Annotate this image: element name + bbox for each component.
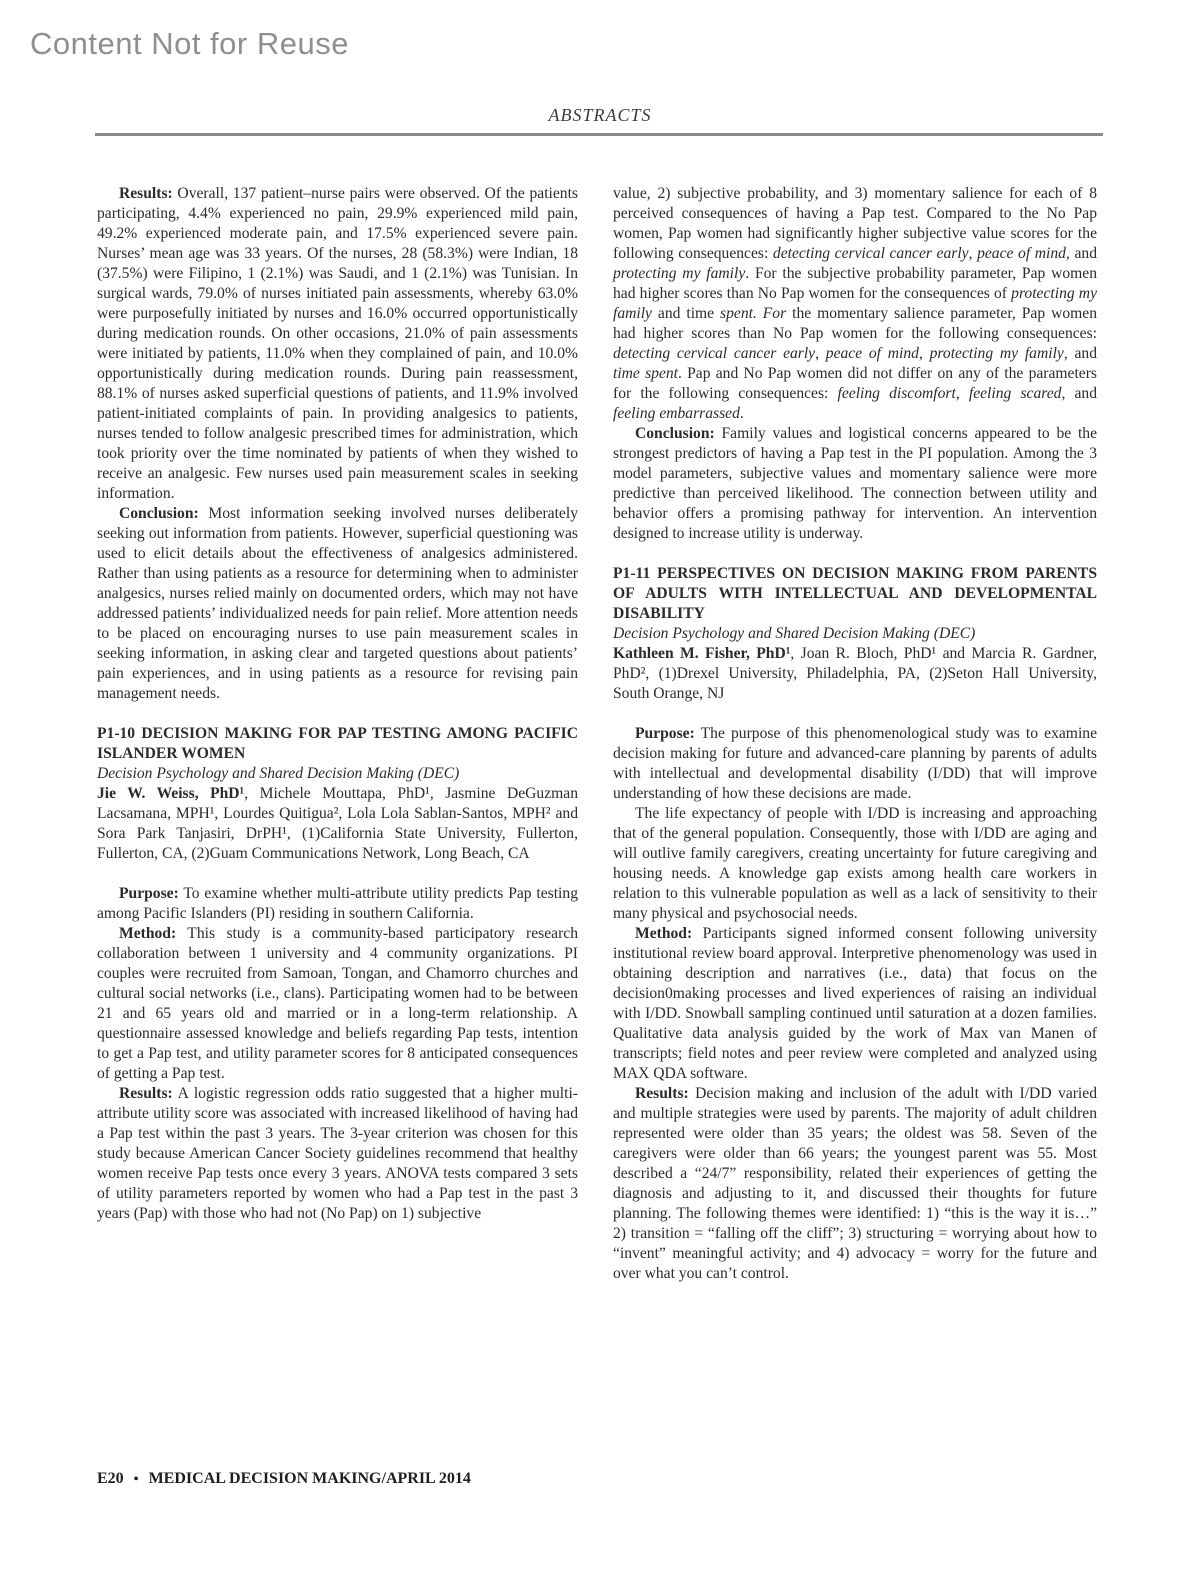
text-run: Participants signed informed consent following university institutional review board approval. Interpretive phenomenology was used in obtaining description and narratives (i.e., data) that focus on the decision0making processes and lived experiences of raising an individual with I/DD. Snowball sampling continued until saturation at a dozen families. Qualitative data analysis guided by the work of Max van Manen of transcripts; field notes and peer review were completed and analyzed using MAX QDA software. (613, 925, 1097, 1082)
text-run: feeling embarrassed (613, 405, 740, 422)
text-run: P1-10 DECISION MAKING FOR PAP TESTING AMONG PACIFIC ISLANDER WOMEN (97, 725, 578, 762)
page-header-title: ABSTRACTS (548, 105, 652, 125)
abstract-purpose-paragraph (97, 884, 578, 924)
text-run: . For the subjective probability parameter, Pap women had higher scores than No Pap women for the consequences of (613, 265, 1097, 302)
footer-bullet: • (133, 1472, 139, 1487)
text-run: feeling discomfort (837, 385, 956, 402)
text-run: Decision Psychology and Shared Decision Making (DEC) (97, 765, 460, 782)
text-run: To examine whether multi-attribute utility predicts Pap testing among Pacific Islanders (PI) residing in southern California. (97, 885, 578, 922)
text-run: protecting my family (613, 285, 1097, 322)
text-run: , (968, 245, 978, 262)
text-run: feeling scared (968, 385, 1062, 402)
text-run: . Pap and No Pap women did not differ on any of the parameters for the following consequences: (613, 365, 1097, 402)
track-category-line (613, 624, 1097, 644)
text-run: and time (651, 305, 721, 322)
text-run: Results: (635, 1085, 689, 1102)
text-run: Jie W. Weiss, PhD¹ (97, 785, 245, 802)
text-run: Kathleen M. Fisher, PhD¹ (613, 645, 791, 662)
author-line (97, 784, 578, 864)
text-run: , and (1065, 245, 1098, 262)
left-column (97, 184, 578, 1224)
text-run: , (918, 345, 930, 362)
right-column (613, 184, 1097, 1284)
abstract-heading-p1-10 (97, 724, 578, 764)
abstract-background-paragraph (613, 804, 1097, 924)
abstract-heading-p1-11 (613, 564, 1097, 624)
abstract-results-paragraph (97, 184, 578, 504)
abstract-method-paragraph (613, 924, 1097, 1084)
text-run: , and (1063, 345, 1097, 362)
text-run: protecting my family (613, 265, 746, 282)
text-run: Most information seeking involved nurses deliberately seeking out information from patients. However, superficial questioning was used to elicit details about the effectiveness of analgesics administered. Rather than using patients as a resource for determining when to administer analgesics, nurses relied mainly on documented orders, which may not have addressed patients’ individualized needs for pain relief. More attention needs to be placed on encouraging nurses to use pain measurement scales in seeking information, in asking clear and targeted questions about patients’ pain experiences, and in using patients as a resource for revising pain management needs. (97, 505, 578, 702)
text-run: Method: (635, 925, 693, 942)
abstract-conclusion-paragraph (97, 504, 578, 704)
text-run: the momentary salience parameter, Pap women had higher scores than No Pap women for the following consequences: (613, 305, 1097, 342)
text-run: Family values and logistical concerns appeared to be the strongest predictors of having a Pap test in the PI population. Among the 3 model parameters, subjective values and momentary salience were more predictive than perceived likelihood. The connection between utility and behavior offers a promising pathway for intervention. An intervention designed to increase utility is underway. (613, 425, 1097, 542)
track-category-line (97, 764, 578, 784)
abstract-results-continuation (613, 184, 1097, 424)
text-run: , (815, 345, 826, 362)
text-run: protecting my family (929, 345, 1064, 362)
abstract-results-paragraph (97, 1084, 578, 1224)
text-run: Decision making and inclusion of the adult with I/DD varied and multiple strategies were used by parents. The majority of adult children represented were older than 35 years; the oldest was 58. Seven of the caregivers were older than 66 years; the youngest parent was 55. Most described a “24/7” responsibility, related their experiences of getting the diagnosis and adjusting to it, and discussed their thoughts for future planning. The following themes were identified: 1) “this is the way it is…” 2) transition = “falling off the cliff”; 3) structuring = worrying about how to “invent” meaningful activity; and 4) advocacy = worry for the future and over what you can’t control. (613, 1085, 1097, 1282)
text-run: P1-11 PERSPECTIVES ON DECISION MAKING FROM PARENTS OF ADULTS WITH INTELLECTUAL AND DEVELOPMENTAL DISABILITY (613, 565, 1097, 622)
author-line (613, 644, 1097, 704)
text-run: Purpose: (119, 885, 179, 902)
text-run: detecting cervical cancer early (772, 245, 969, 262)
text-run: value, 2) subjective probability, and 3) momentary salience for each of 8 perceived consequences of having a Pap test. Compared to the No Pap women, Pap women had significantly higher subjective value scores for the following consequences: (613, 185, 1097, 262)
text-run: Decision Psychology and Shared Decision Making (DEC) (613, 625, 976, 642)
text-run: Method: (119, 925, 177, 942)
text-run: , and (1061, 385, 1098, 402)
text-run: Overall, 137 patient–nurse pairs were observed. Of the patients participating, 4.4% experienced no pain, 29.9% experienced mild pain, 49.2% experienced moderate pain, and 17.5% experienced severe pain. Nurses’ mean age was 33 years. Of the nurses, 28 (58.3%) were Indian, 18 (37.5%) were Filipino, 1 (2.1%) was Saudi, and 1 (2.1%) was Tunisian. In surgical wards, 79.0% of nurses initiated pain assessments, whereby 63.0% were purposefully initiated by nurses and 16.0% occurred opportunistically during medication rounds. On other occasions, 21.0% of pain assessments were initiated by patients, 11.0% when they complained of pain, and 10.0% opportunistically during medication rounds. During pain reassessment, 88.1% of nurses asked superficial questions of patients, and 11.9% involved patient-initiated complaints of pain. In providing analgesics to patients, nurses tended to follow analgesic prescribed times for administration, which took priority over the time nominated by patients of when they wished to receive an analgesic. Few nurses used pain measurement scales in seeking information. (97, 185, 578, 502)
text-run: This study is a community-based participatory research collaboration between 1 university and 4 community organizations. PI couples were recruited from Samoan, Tongan, and Chamorro churches and cultural social networks (i.e., clans). Participating women had to be between 21 and 65 years old and married or in a long-term relationship. A questionnaire assessed knowledge and beliefs regarding Pap tests, intention to get a Pap test, and utility parameter scores for 8 anticipated consequences of getting a Pap test. (97, 925, 578, 1082)
text-run: , Michele Mouttapa, PhD¹, Jasmine DeGuzman Lacsamana, MPH¹, Lourdes Quitigua², Lola Lola Sablan-Santos, MPH² and Sora Park Tanjasiri, DrPH¹, (1)California State University, Fullerton, Fullerton, CA, (2)Guam Communications Network, Long Beach, CA (97, 785, 578, 862)
text-run: , Joan R. Bloch, PhD¹ and Marcia R. Gardner, PhD², (1)Drexel University, Philadelphia, PA, (2)Seton Hall University, South Orange, NJ (613, 645, 1097, 702)
text-run: spent. For (720, 305, 787, 322)
watermark-text: Content Not for Reuse (30, 26, 349, 61)
footer-page-number: E20 (97, 1470, 124, 1487)
footer-journal: MEDICAL DECISION MAKING/APRIL 2014 (148, 1470, 471, 1487)
text-run: The purpose of this phenomenological study was to examine decision making for future and advanced-care planning by parents of adults with intellectual and developmental disability (I/DD) that will improve understanding of how these decisions are made. (613, 725, 1097, 802)
abstract-purpose-paragraph (613, 724, 1097, 804)
text-run: Purpose: (635, 725, 695, 742)
text-run: Conclusion: (119, 505, 199, 522)
text-run: peace of mind (825, 345, 919, 362)
text-run: time spent (613, 365, 678, 382)
abstract-method-paragraph (97, 924, 578, 1084)
text-run: Conclusion: (635, 425, 715, 442)
page-footer (97, 1470, 471, 1488)
text-run: The life expectancy of people with I/DD is increasing and approaching that of the general population. Consequently, those with I/DD are aging and will outlive family caregivers, creating uncertainty for future caregiving and housing needs. A knowledge gap exists among health care workers in relation to this vulnerable population as well as a lack of sensitivity to their many physical and psychosocial needs. (613, 805, 1097, 922)
header-rule (95, 133, 1103, 136)
text-run: Results: (119, 185, 173, 202)
abstract-results-paragraph (613, 1084, 1097, 1284)
text-run: peace of mind (977, 245, 1066, 262)
text-run: . (739, 405, 744, 422)
text-run: , (955, 385, 969, 402)
text-run: A logistic regression odds ratio suggested that a higher multi-attribute utility score was associated with increased likelihood of having had a Pap test within the past 3 years. The 3-year criterion was chosen for this study because American Cancer Society guidelines recommend that healthy women receive Pap tests once every 3 years. ANOVA tests compared 3 sets of utility parameters reported by women who had a Pap test in the past 3 years (Pap) with those who had not (No Pap) on 1) subjective (97, 1085, 578, 1222)
abstract-conclusion-paragraph (613, 424, 1097, 544)
text-run: detecting cervical cancer early (613, 345, 816, 362)
text-run: Results: (119, 1085, 173, 1102)
